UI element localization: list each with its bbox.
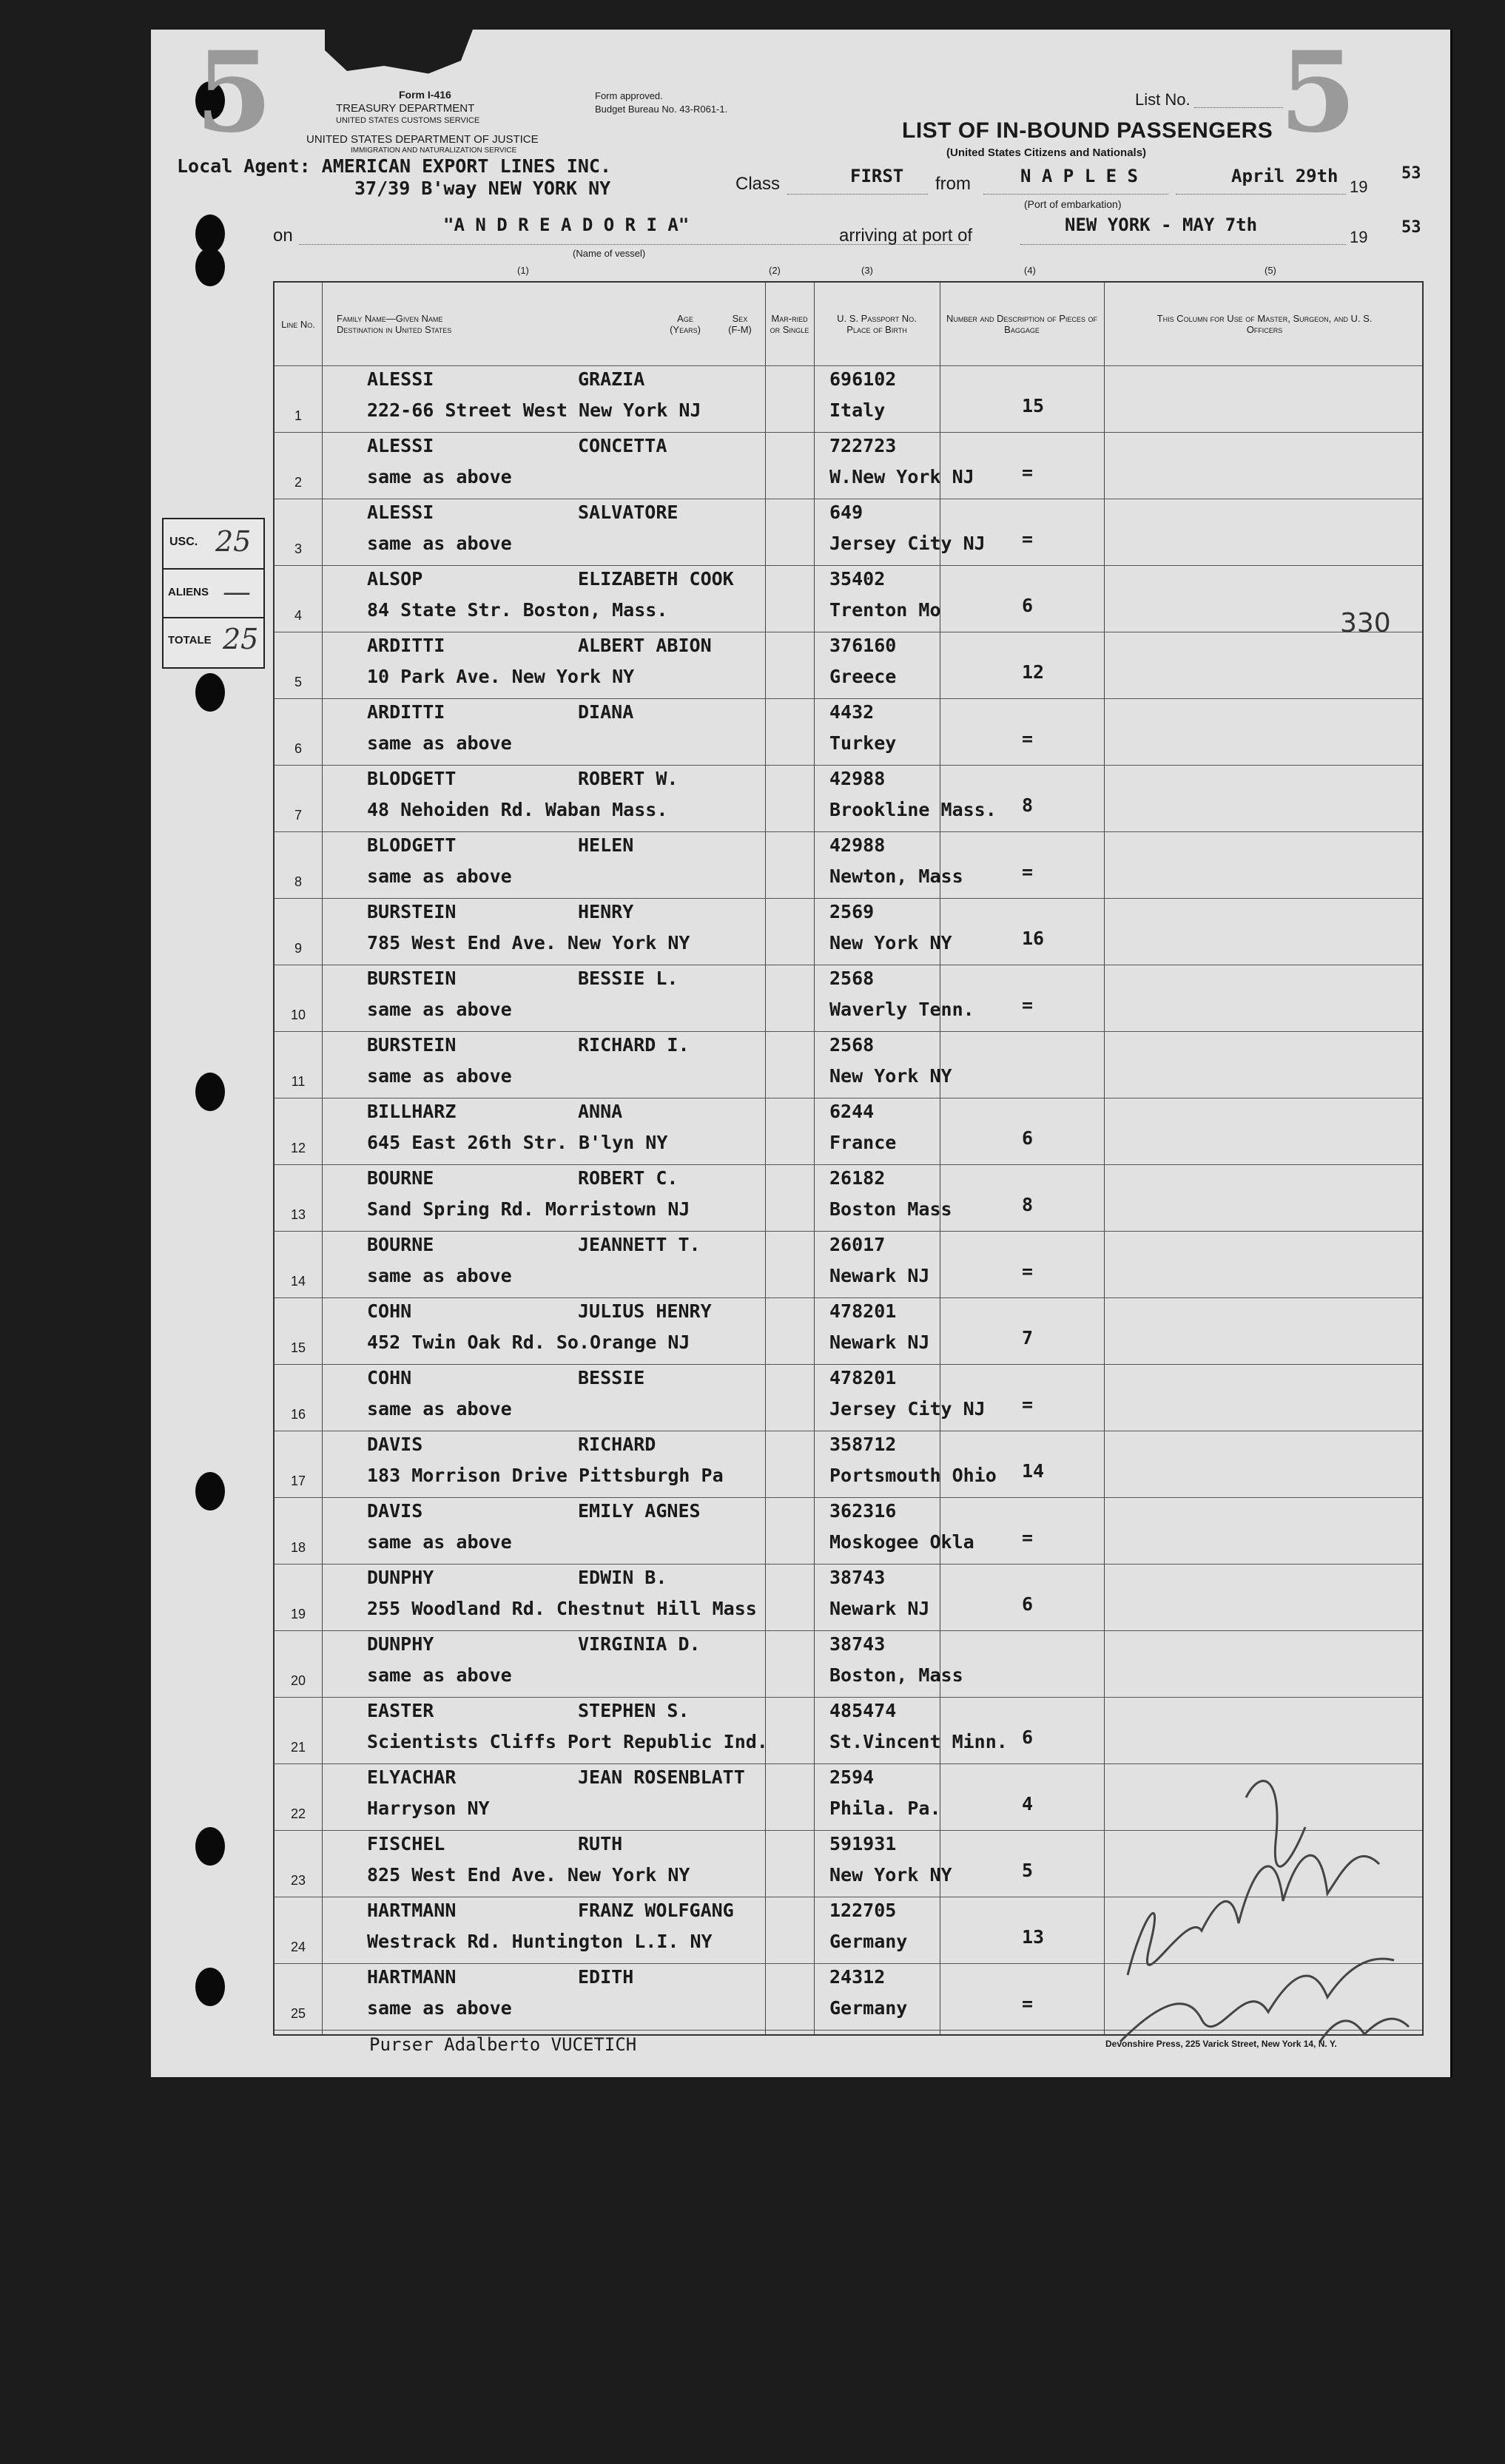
baggage-count: = bbox=[1022, 728, 1034, 749]
line-number: 9 bbox=[294, 941, 302, 956]
row-divider bbox=[275, 1564, 1422, 1565]
from-value: N A P L E S bbox=[1020, 166, 1138, 186]
row-divider bbox=[275, 1697, 1422, 1698]
line-number: 24 bbox=[290, 1940, 306, 1954]
binder-hole bbox=[195, 673, 225, 712]
destination: Scientists Cliffs Port Republic Ind. bbox=[367, 1731, 768, 1752]
given-name: BESSIE L. bbox=[578, 968, 679, 989]
on-label: on bbox=[273, 226, 293, 246]
place-of-birth: France bbox=[829, 1132, 897, 1153]
passport-number: 2568 bbox=[829, 968, 875, 989]
row-divider bbox=[275, 898, 1422, 899]
destination: 222-66 Street West New York NJ bbox=[367, 399, 701, 421]
passport-number: 591931 bbox=[829, 1833, 897, 1854]
sheet-number-left: 5 bbox=[195, 27, 273, 158]
destination: Westrack Rd. Huntington L.I. NY bbox=[367, 1931, 713, 1952]
place-of-birth: Greece bbox=[829, 666, 897, 687]
baggage-count: 14 bbox=[1022, 1460, 1045, 1482]
total-value: 25 bbox=[223, 623, 259, 655]
passport-number: 26182 bbox=[829, 1167, 886, 1189]
line-number: 10 bbox=[290, 1007, 306, 1022]
given-name: ELIZABETH COOK bbox=[578, 568, 734, 590]
given-name: ROBERT W. bbox=[578, 768, 679, 789]
given-name: JULIUS HENRY bbox=[578, 1300, 712, 1322]
header-line-no: Line No. bbox=[281, 318, 315, 330]
place-of-birth: Brookline Mass. bbox=[829, 799, 997, 820]
vessel-value: "A N D R E A D O R I A" bbox=[443, 215, 690, 235]
line-number: 8 bbox=[294, 874, 302, 889]
passport-number: 38743 bbox=[829, 1633, 886, 1655]
baggage-count: = bbox=[1022, 462, 1034, 483]
place-of-birth: Newark NJ bbox=[829, 1598, 930, 1619]
header-age: Age (Years) bbox=[670, 313, 701, 335]
family-name: COHN bbox=[367, 1367, 412, 1388]
given-name: BESSIE bbox=[578, 1367, 645, 1388]
given-name: JEAN ROSENBLATT bbox=[578, 1766, 745, 1788]
treasury-dept: TREASURY DEPARTMENT bbox=[336, 102, 475, 115]
given-name: RICHARD I. bbox=[578, 1034, 690, 1056]
approved-note: Form approved. bbox=[595, 90, 663, 101]
line-number: 6 bbox=[294, 741, 302, 756]
family-name: ARDITTI bbox=[367, 635, 445, 656]
year-prefix: 19 bbox=[1350, 178, 1368, 196]
family-name: BURSTEIN bbox=[367, 1034, 457, 1056]
destination: same as above bbox=[367, 865, 512, 887]
immigration-service: IMMIGRATION AND NATURALIZATION SERVICE bbox=[351, 146, 517, 155]
list-no-label: List No. bbox=[1135, 90, 1191, 109]
port-embark-label: (Port of embarkation) bbox=[1024, 198, 1122, 210]
header-officers: This Column for Use of Master, Surgeon, and U. S. Officers bbox=[1156, 313, 1373, 335]
baggage-count: 8 bbox=[1022, 1194, 1034, 1215]
alien-label: ALIENS bbox=[168, 586, 209, 598]
baggage-count: 5 bbox=[1022, 1860, 1034, 1881]
place-of-birth: W.New York NJ bbox=[829, 466, 974, 487]
place-of-birth: Turkey bbox=[829, 732, 897, 754]
baggage-count: = bbox=[1022, 1394, 1034, 1415]
line-number: 21 bbox=[290, 1740, 306, 1755]
line-number: 20 bbox=[290, 1673, 306, 1688]
destination: same as above bbox=[367, 1531, 512, 1553]
passport-number: 696102 bbox=[829, 368, 897, 390]
given-name: HENRY bbox=[578, 901, 634, 922]
col-num-3: (3) bbox=[861, 265, 873, 276]
passport-number: 38743 bbox=[829, 1567, 886, 1588]
line-number: 19 bbox=[290, 1607, 306, 1621]
destination: 84 State Str. Boston, Mass. bbox=[367, 599, 668, 621]
family-name: EASTER bbox=[367, 1700, 434, 1721]
place-of-birth: Boston Mass bbox=[829, 1198, 952, 1220]
passenger-list-form bbox=[151, 27, 1452, 2077]
family-name: DAVIS bbox=[367, 1500, 423, 1522]
customs-service: UNITED STATES CUSTOMS SERVICE bbox=[336, 116, 480, 125]
given-name: EMILY AGNES bbox=[578, 1500, 701, 1522]
arriving-line bbox=[1020, 244, 1346, 245]
passport-number: 2569 bbox=[829, 901, 875, 922]
line-number: 16 bbox=[290, 1407, 306, 1422]
agent-address: 37/39 B'way NEW YORK NY bbox=[354, 178, 611, 199]
header-name: Family Name—Given Name Destination in United States bbox=[337, 313, 452, 335]
given-name: ANNA bbox=[578, 1101, 623, 1122]
baggage-count: 6 bbox=[1022, 1727, 1034, 1748]
passport-number: 485474 bbox=[829, 1700, 897, 1721]
binder-hole bbox=[195, 1968, 225, 2006]
given-name: EDITH bbox=[578, 1966, 634, 1988]
line-number: 25 bbox=[290, 2006, 306, 2021]
passport-number: 42988 bbox=[829, 768, 886, 789]
place-of-birth: Germany bbox=[829, 1997, 908, 2019]
place-of-birth: Germany bbox=[829, 1931, 908, 1952]
place-of-birth: Boston, Mass bbox=[829, 1664, 963, 1686]
given-name: HELEN bbox=[578, 834, 634, 856]
baggage-count: = bbox=[1022, 861, 1034, 882]
passport-number: 722723 bbox=[829, 435, 897, 456]
date-value: April 29th bbox=[1231, 166, 1339, 186]
line-number: 22 bbox=[290, 1806, 306, 1821]
form-id: Form I-416 bbox=[399, 89, 451, 101]
destination: same as above bbox=[367, 1664, 512, 1686]
arriving-value: NEW YORK - MAY 7th bbox=[1065, 215, 1258, 235]
place-of-birth: New York NY bbox=[829, 1864, 952, 1886]
destination: 255 Woodland Rd. Chestnut Hill Mass bbox=[367, 1598, 757, 1619]
place-of-birth: Trenton Mo bbox=[829, 599, 941, 621]
year-prefix-2: 19 bbox=[1350, 228, 1368, 246]
row-divider bbox=[275, 698, 1422, 699]
given-name: STEPHEN S. bbox=[578, 1700, 690, 1721]
family-name: HARTMANN bbox=[367, 1966, 457, 1988]
passport-number: 24312 bbox=[829, 1966, 886, 1988]
baggage-count: = bbox=[1022, 994, 1034, 1016]
sheet-number-right: 5 bbox=[1279, 27, 1357, 158]
destination: 785 West End Ave. New York NY bbox=[367, 932, 690, 953]
baggage-count: 8 bbox=[1022, 794, 1034, 816]
baggage-count: 16 bbox=[1022, 928, 1045, 949]
place-of-birth: Portsmouth Ohio bbox=[829, 1465, 997, 1486]
total-label: TOTALE bbox=[168, 634, 212, 647]
row-divider bbox=[275, 565, 1422, 566]
binder-hole bbox=[195, 1073, 225, 1111]
destination: same as above bbox=[367, 1265, 512, 1286]
family-name: DAVIS bbox=[367, 1434, 423, 1455]
baggage-count: 12 bbox=[1022, 661, 1045, 683]
usc-label: USC. bbox=[169, 536, 198, 548]
place-of-birth: Italy bbox=[829, 399, 886, 421]
line-number: 7 bbox=[294, 808, 302, 823]
year-value: 53 bbox=[1401, 164, 1421, 183]
family-name: BURSTEIN bbox=[367, 968, 457, 989]
place-of-birth: New York NY bbox=[829, 932, 952, 953]
destination: same as above bbox=[367, 1065, 512, 1087]
destination: same as above bbox=[367, 732, 512, 754]
passport-number: 122705 bbox=[829, 1900, 897, 1921]
place-of-birth: St.Vincent Minn. bbox=[829, 1731, 1008, 1752]
given-name: CONCETTA bbox=[578, 435, 667, 456]
class-line bbox=[787, 194, 928, 195]
destination: 645 East 26th Str. B'lyn NY bbox=[367, 1132, 668, 1153]
passport-number: 2568 bbox=[829, 1034, 875, 1056]
header-baggage: Number and Description of Pieces of Baggage bbox=[946, 313, 1098, 335]
baggage-count: 4 bbox=[1022, 1793, 1034, 1815]
count-stamp bbox=[162, 518, 265, 669]
officer-note: 330 bbox=[1340, 608, 1391, 638]
passport-number: 2594 bbox=[829, 1766, 875, 1788]
family-name: DUNPHY bbox=[367, 1567, 434, 1588]
given-name: RUTH bbox=[578, 1833, 623, 1854]
from-line bbox=[983, 194, 1168, 195]
line-number: 13 bbox=[290, 1207, 306, 1222]
place-of-birth: Waverly Tenn. bbox=[829, 999, 974, 1020]
usc-value: 25 bbox=[215, 525, 252, 558]
header-married: Mar-ried or Single bbox=[770, 313, 809, 335]
header-passport: U. S. Passport No. Place of Birth bbox=[837, 313, 917, 335]
from-label: from bbox=[935, 174, 971, 194]
family-name: ARDITTI bbox=[367, 701, 445, 723]
place-of-birth: Jersey City NJ bbox=[829, 1398, 986, 1420]
torn-corner bbox=[325, 30, 473, 81]
place-of-birth: Phila. Pa. bbox=[829, 1798, 941, 1819]
year-value-2: 53 bbox=[1401, 218, 1421, 237]
baggage-count: 7 bbox=[1022, 1327, 1034, 1349]
passport-number: 649 bbox=[829, 502, 863, 523]
row-divider bbox=[275, 831, 1422, 832]
line-number: 18 bbox=[290, 1540, 306, 1555]
destination: same as above bbox=[367, 1997, 512, 2019]
row-divider bbox=[275, 432, 1422, 433]
header-sex: Sex (F-M) bbox=[728, 313, 752, 335]
given-name: ALBERT ABION bbox=[578, 635, 712, 656]
arriving-label: arriving at port of bbox=[839, 226, 973, 246]
destination: 452 Twin Oak Rd. So.Orange NJ bbox=[367, 1331, 690, 1353]
destination: 183 Morrison Drive Pittsburgh Pa bbox=[367, 1465, 724, 1486]
given-name: ROBERT C. bbox=[578, 1167, 679, 1189]
passport-number: 42988 bbox=[829, 834, 886, 856]
binder-hole bbox=[195, 248, 225, 286]
place-of-birth: Moskogee Okla bbox=[829, 1531, 974, 1553]
justice-dept: UNITED STATES DEPARTMENT OF JUSTICE bbox=[306, 133, 539, 146]
passport-number: 4432 bbox=[829, 701, 875, 723]
place-of-birth: New York NY bbox=[829, 1065, 952, 1087]
family-name: BOURNE bbox=[367, 1234, 434, 1255]
line-number: 4 bbox=[294, 608, 302, 623]
given-name: JEANNETT T. bbox=[578, 1234, 701, 1255]
line-number: 3 bbox=[294, 541, 302, 556]
baggage-count: 13 bbox=[1022, 1926, 1045, 1948]
line-number: 23 bbox=[290, 1873, 306, 1888]
baggage-count: 6 bbox=[1022, 1127, 1034, 1149]
family-name: ALESSI bbox=[367, 435, 434, 456]
baggage-count: = bbox=[1022, 1993, 1034, 2014]
line-number: 15 bbox=[290, 1340, 306, 1355]
line-number: 17 bbox=[290, 1474, 306, 1488]
class-label: Class bbox=[735, 174, 781, 194]
handwritten-signature bbox=[1098, 1753, 1416, 2064]
list-no-line bbox=[1194, 107, 1283, 108]
date-line bbox=[1176, 194, 1346, 195]
purser-signature: Purser Adalberto VUCETICH bbox=[369, 2034, 637, 2055]
family-name: FISCHEL bbox=[367, 1833, 445, 1854]
passport-number: 26017 bbox=[829, 1234, 886, 1255]
given-name: RICHARD bbox=[578, 1434, 656, 1455]
passport-number: 35402 bbox=[829, 568, 886, 590]
row-divider bbox=[275, 765, 1422, 766]
destination: Harryson NY bbox=[367, 1798, 490, 1819]
given-name: FRANZ WOLFGANG bbox=[578, 1900, 734, 1921]
printer-credit: Devonshire Press, 225 Varick Street, New York 14, N. Y. bbox=[1105, 2039, 1337, 2049]
family-name: ALESSI bbox=[367, 368, 434, 390]
line-number: 5 bbox=[294, 675, 302, 689]
budget-note: Budget Bureau No. 43-R061-1. bbox=[595, 104, 728, 115]
family-name: BURSTEIN bbox=[367, 901, 457, 922]
family-name: ALSOP bbox=[367, 568, 423, 590]
line-number: 11 bbox=[291, 1074, 306, 1089]
passport-number: 6244 bbox=[829, 1101, 875, 1122]
col-num-2: (2) bbox=[769, 265, 781, 276]
line-number: 1 bbox=[294, 408, 302, 423]
baggage-count: 15 bbox=[1022, 395, 1045, 416]
place-of-birth: Newark NJ bbox=[829, 1331, 930, 1353]
family-name: BOURNE bbox=[367, 1167, 434, 1189]
baggage-count: 6 bbox=[1022, 595, 1034, 616]
family-name: COHN bbox=[367, 1300, 412, 1322]
col-num-1: (1) bbox=[517, 265, 529, 276]
row-divider bbox=[275, 1630, 1422, 1631]
row-divider bbox=[275, 1364, 1422, 1365]
passport-number: 376160 bbox=[829, 635, 897, 656]
family-name: BLODGETT bbox=[367, 834, 457, 856]
class-value: FIRST bbox=[850, 166, 904, 186]
family-name: HARTMANN bbox=[367, 1900, 457, 1921]
baggage-count: = bbox=[1022, 1527, 1034, 1548]
form-subtitle: (United States Citizens and Nationals) bbox=[946, 146, 1147, 159]
row-divider bbox=[275, 1164, 1422, 1165]
vessel-label: (Name of vessel) bbox=[573, 248, 646, 259]
given-name: SALVATORE bbox=[578, 502, 679, 523]
form-title: LIST OF IN-BOUND PASSENGERS bbox=[902, 118, 1273, 143]
col-num-4: (4) bbox=[1024, 265, 1036, 276]
destination: same as above bbox=[367, 466, 512, 487]
line-number: 12 bbox=[290, 1141, 306, 1155]
passport-number: 358712 bbox=[829, 1434, 897, 1455]
given-name: DIANA bbox=[578, 701, 634, 723]
row-divider bbox=[275, 1031, 1422, 1032]
destination: same as above bbox=[367, 999, 512, 1020]
family-name: DUNPHY bbox=[367, 1633, 434, 1655]
place-of-birth: Jersey City NJ bbox=[829, 533, 986, 554]
line-number: 14 bbox=[290, 1274, 306, 1289]
baggage-count: = bbox=[1022, 1260, 1034, 1282]
place-of-birth: Newark NJ bbox=[829, 1265, 930, 1286]
given-name: EDWIN B. bbox=[578, 1567, 667, 1588]
family-name: BLODGETT bbox=[367, 768, 457, 789]
binder-hole bbox=[195, 1472, 225, 1511]
passport-number: 478201 bbox=[829, 1300, 897, 1322]
destination: Sand Spring Rd. Morristown NJ bbox=[367, 1198, 690, 1220]
row-divider bbox=[275, 1297, 1422, 1298]
row-divider bbox=[275, 1231, 1422, 1232]
destination: same as above bbox=[367, 533, 512, 554]
baggage-count: = bbox=[1022, 528, 1034, 550]
destination: 10 Park Ave. New York NY bbox=[367, 666, 635, 687]
family-name: ELYACHAR bbox=[367, 1766, 457, 1788]
line-number: 2 bbox=[294, 475, 302, 490]
destination: 48 Nehoiden Rd. Waban Mass. bbox=[367, 799, 668, 820]
given-name: GRAZIA bbox=[578, 368, 645, 390]
family-name: BILLHARZ bbox=[367, 1101, 457, 1122]
binder-hole bbox=[195, 1827, 225, 1866]
given-name: VIRGINIA D. bbox=[578, 1633, 701, 1655]
passport-number: 478201 bbox=[829, 1367, 897, 1388]
row-divider bbox=[275, 1497, 1422, 1498]
family-name: ALESSI bbox=[367, 502, 434, 523]
col-num-5: (5) bbox=[1265, 265, 1276, 276]
passport-number: 362316 bbox=[829, 1500, 897, 1522]
local-agent: Local Agent: AMERICAN EXPORT LINES INC. bbox=[177, 155, 611, 177]
baggage-count: 6 bbox=[1022, 1593, 1034, 1615]
alien-value: — bbox=[223, 576, 251, 608]
destination: 825 West End Ave. New York NY bbox=[367, 1864, 690, 1886]
destination: same as above bbox=[367, 1398, 512, 1420]
place-of-birth: Newton, Mass bbox=[829, 865, 963, 887]
